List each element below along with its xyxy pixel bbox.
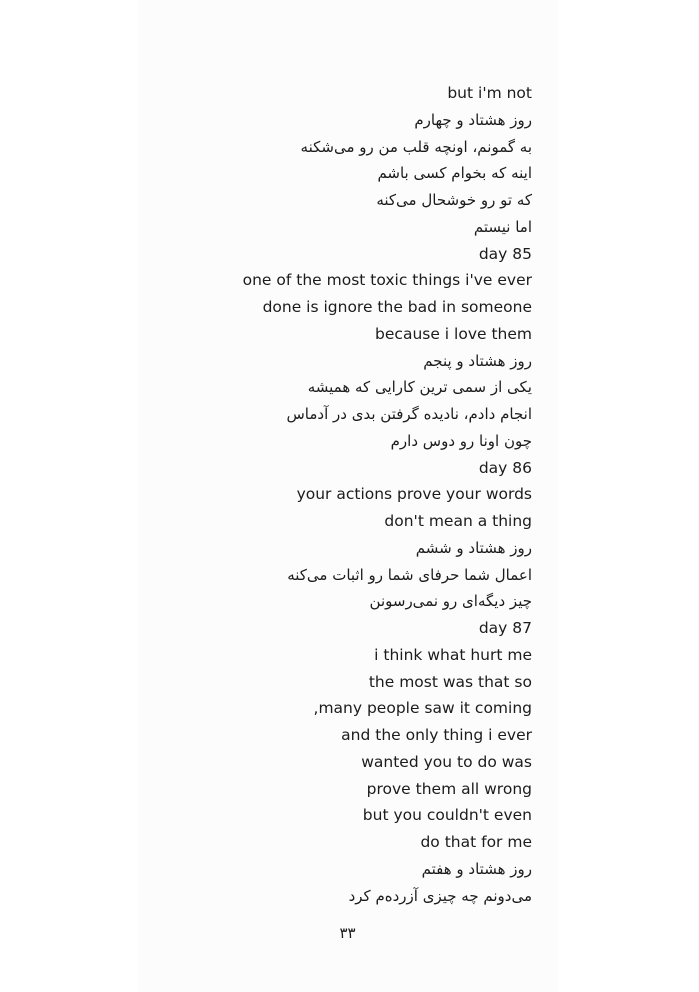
text-line: prove them all wrong xyxy=(366,779,532,798)
text-line: روز هشتاد و چهارم xyxy=(414,110,532,129)
text-column xyxy=(112,80,532,909)
text-line: یکی از سمی ترین کارایی که همیشه xyxy=(307,378,532,397)
text-line: your actions prove your words xyxy=(296,485,532,504)
text-line: the most was that so xyxy=(368,672,532,691)
text-line: don't mean a thing xyxy=(384,512,532,530)
text-line: but i'm not xyxy=(447,84,532,102)
text-line: چون اونا رو دوس دارم xyxy=(390,431,532,450)
page-number: ۳۳ xyxy=(339,924,356,942)
text-line: که تو رو خوشحال می‌کنه xyxy=(376,191,532,209)
text-line: روز هشتاد و هفتم xyxy=(421,859,532,878)
text-line: wanted you to do was xyxy=(361,752,532,771)
text-line: but you couldn't even xyxy=(362,806,532,825)
text-line: به گمونم، اونچه قلب من رو می‌شکنه xyxy=(300,137,532,156)
text-line: day 85 xyxy=(478,244,532,263)
text-line: one of the most toxic things i've ever xyxy=(242,271,532,290)
text-line: روز هشتاد و ششم xyxy=(415,538,532,557)
text-line: day 86 xyxy=(478,458,532,477)
text-line: انجام دادم، نادیده گرفتن بدی در آدماس xyxy=(286,405,532,423)
text-line: because i love them xyxy=(375,324,532,343)
text-line: and the only thing i ever xyxy=(341,726,532,744)
text-line: اعمال شما حرفای شما رو اثبات می‌کنه xyxy=(287,565,532,584)
text-line: روز هشتاد و پنجم xyxy=(423,351,532,370)
text-line: اما نیستم xyxy=(473,217,532,236)
text-line: i think what hurt me xyxy=(374,645,532,664)
text-line: day 87 xyxy=(478,619,532,637)
text-line: می‌دونم چه چیزی آزردەم کرد xyxy=(348,886,532,905)
text-line: do that for me xyxy=(420,833,532,851)
text-line: چیز دیگه‌ای رو نمی‌رسونن xyxy=(369,592,532,611)
text-line: اینه که بخوام کسی باشم xyxy=(377,164,532,183)
text-line: ,many people saw it coming xyxy=(313,699,532,718)
text-line: done is ignore the bad in someone xyxy=(262,298,532,316)
